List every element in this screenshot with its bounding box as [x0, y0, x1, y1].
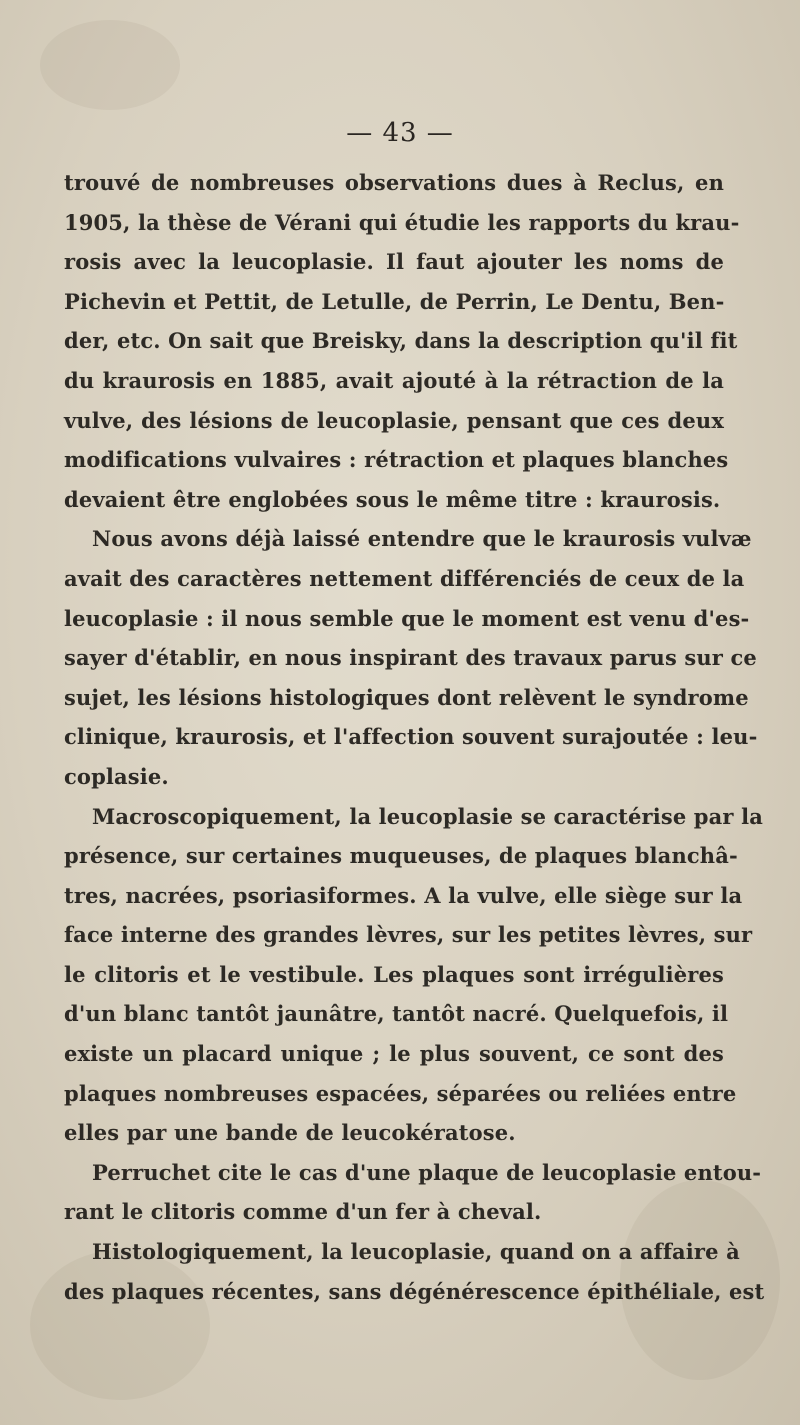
text-line: Histologiquement, la leucoplasie, quand on a affaire à: [92, 1239, 740, 1265]
text-line: Pichevin et Pettit, de Letulle, de Perrin, Le Dentu, Ben-: [64, 288, 725, 314]
text-line: Macroscopiquement, la leucoplasie se caractérise par la: [92, 803, 763, 829]
body-text: [64, 163, 765, 1311]
text-line: du kraurosis en 1885, avait ajouté à la rétraction de la: [64, 367, 724, 393]
text-line: elles par une bande de leucokératose.: [64, 1120, 516, 1146]
text-line: sayer d'établir, en nous inspirant des travaux parus sur ce: [64, 645, 757, 671]
text-line: Perruchet cite le cas d'une plaque de leucoplasie entou-: [92, 1159, 762, 1185]
text-line: le clitoris et le vestibule. Les plaques sont irrégulières: [64, 961, 724, 987]
text-line: face interne des grandes lèvres, sur les petites lèvres, sur: [64, 922, 753, 948]
text-line: avait des caractères nettement différenciés de ceux de la: [64, 565, 745, 591]
text-line: d'un blanc tantôt jaunâtre, tantôt nacré. Quelquefois, il: [64, 1001, 729, 1027]
text-line: trouvé de nombreuses observations dues à Reclus, en: [64, 170, 724, 195]
text-line: der, etc. On sait que Breisky, dans la description qu'il fit: [64, 328, 738, 354]
text-line: sujet, les lésions histologiques dont relèvent le syndrome: [64, 684, 749, 710]
page-number: — 43 —: [346, 118, 454, 148]
text-line: Nous avons déjà laissé entendre que le kraurosis vulvæ: [92, 526, 752, 552]
text-line: vulve, des lésions de leucoplasie, pensant que ces deux: [64, 407, 724, 433]
text-line: clinique, kraurosis, et l'affection souvent surajoutée : leu-: [64, 724, 758, 750]
text-line: rant le clitoris comme d'un fer à cheval.: [64, 1199, 542, 1225]
text-line: coplasie.: [64, 763, 169, 789]
text-line: modifications vulvaires : rétraction et plaques blanches: [64, 447, 729, 473]
text-line: présence, sur certaines muqueuses, de plaques blanchâ-: [64, 843, 738, 869]
text-line: des plaques récentes, sans dégénérescence épithéliale, est: [64, 1278, 765, 1304]
paper-stain: [40, 20, 180, 110]
text-line: existe un placard unique ; le plus souvent, ce sont des: [64, 1041, 724, 1067]
text-line: devaient être englobées sous le même titre : kraurosis.: [64, 486, 721, 512]
text-line: 1905, la thèse de Vérani qui étudie les rapports du krau-: [64, 209, 740, 235]
text-line: plaques nombreuses espacées, séparées ou reliées entre: [64, 1080, 737, 1106]
text-line: tres, nacrées, psoriasiformes. A la vulve, elle siège sur la: [64, 882, 743, 908]
text-line: leucoplasie : il nous semble que le moment est venu d'es-: [64, 605, 750, 631]
text-line: rosis avec la leucoplasie. Il faut ajouter les noms de: [64, 249, 724, 275]
